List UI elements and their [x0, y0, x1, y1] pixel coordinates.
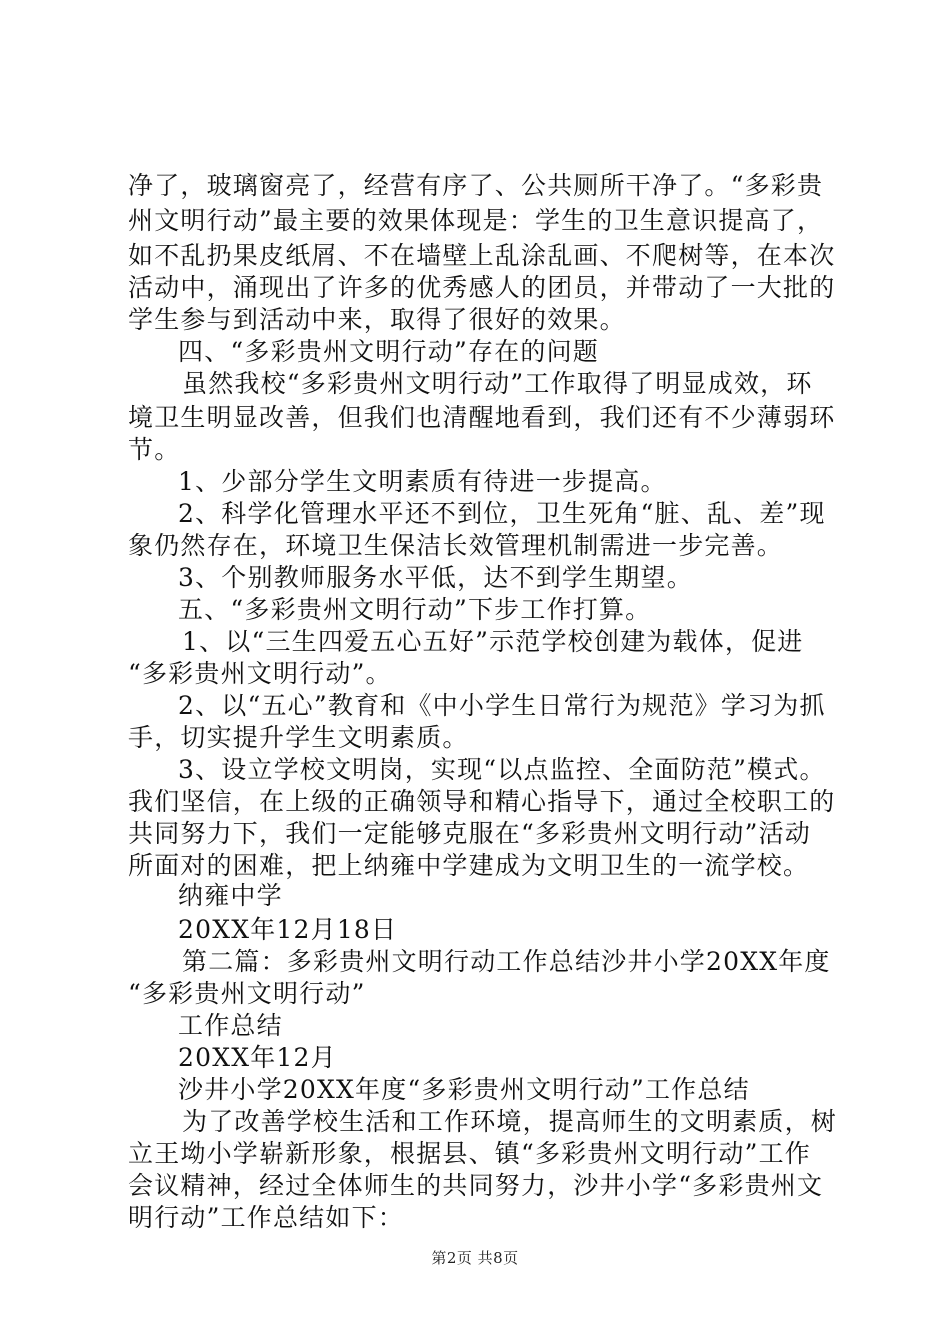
text-line: 所面对的困难，把上纳雍中学建成为文明卫生的一流学校。: [128, 851, 810, 880]
text-line: 境卫生明显改善，但我们也清醒地看到，我们还有不少薄弱环: [128, 403, 836, 432]
text-line: “多彩贵州文明行动”。: [128, 659, 392, 688]
list-item: 1、少部分学生文明素质有待进一步提高。: [178, 467, 667, 496]
page-number-footer: 第2页 共8页: [431, 1249, 519, 1267]
text-line: 净了，玻璃窗亮了，经营有序了、公共厕所干净了。“多彩贵: [128, 171, 824, 200]
text-line: 州文明行动”最主要的效果体现是：学生的卫生意识提高了，: [128, 206, 824, 235]
text-line: 共同努力下，我们一定能够克服在“多彩贵州文明行动”活动: [128, 819, 811, 848]
text-line: 手，切实提升学生文明素质。: [128, 723, 469, 752]
signature-school: 纳雍中学: [178, 881, 283, 910]
list-item: 2、以“五心”教育和《中小学生日常行为规范》学习为抓: [178, 691, 826, 720]
text-line: 立王坳小学崭新形象，根据县、镇“多彩贵州文明行动”工作: [128, 1139, 811, 1168]
list-item: 1、以“三生四爱五心五好”示范学校创建为载体，促进: [182, 627, 804, 656]
section-heading: 四、“多彩贵州文明行动”存在的问题: [178, 337, 599, 366]
signature-date: 20XX年12月18日: [178, 915, 398, 944]
text-line: 会议精神，经过全体师生的共同努力，沙井小学“多彩贵州文: [128, 1171, 824, 1200]
text-line: 节。: [128, 435, 181, 464]
document-title: 沙井小学20XX年度“多彩贵州文明行动”工作总结: [178, 1075, 750, 1104]
text-line: 学生参与到活动中来，取得了很好的效果。: [128, 305, 626, 334]
list-item: 3、个别教师服务水平低，达不到学生期望。: [178, 563, 693, 592]
text-line: 如不乱扔果皮纸屑、不在墙壁上乱涂乱画、不爬树等，在本次: [128, 241, 836, 270]
text-line: 象仍然存在，环境卫生保洁长效管理机制需进一步完善。: [128, 531, 784, 560]
text-line: 工作总结: [178, 1011, 283, 1040]
list-item: 3、设立学校文明岗，实现“以点监控、全面防范”模式。: [178, 755, 826, 784]
text-line: 为了改善学校生活和工作环境，提高师生的文明素质，树: [182, 1107, 838, 1136]
list-item: 2、科学化管理水平还不到位，卫生死角“脏、乱、差”现: [178, 499, 826, 528]
text-line: 我们坚信，在上级的正确领导和精心指导下，通过全校职工的: [128, 787, 836, 816]
section-heading: 五、“多彩贵州文明行动”下步工作打算。: [178, 595, 652, 624]
chapter-title: 第二篇：多彩贵州文明行动工作总结沙井小学20XX年度: [182, 947, 831, 976]
text-line: 20XX年12月: [178, 1043, 337, 1072]
text-line: 明行动”工作总结如下：: [128, 1203, 404, 1232]
text-line: “多彩贵州文明行动”: [128, 979, 366, 1008]
text-line: 虽然我校“多彩贵州文明行动”工作取得了明显成效，环: [182, 369, 813, 398]
text-line: 活动中，涌现出了许多的优秀感人的团员，并带动了一大批的: [128, 273, 836, 302]
